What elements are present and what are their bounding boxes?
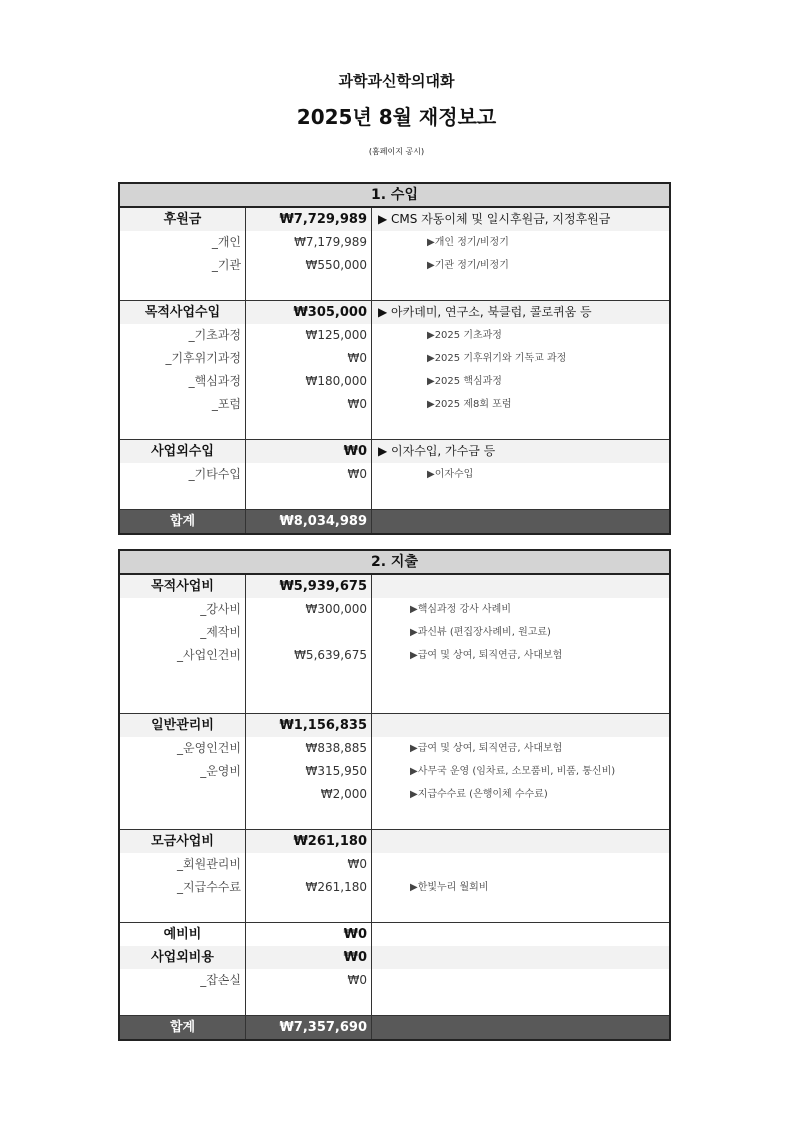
row-amount: ₩5,639,675 — [246, 644, 372, 667]
table-row — [120, 644, 669, 667]
row-description: ▶사무국 운영 (임차료, 소모품비, 비품, 통신비) — [410, 766, 616, 777]
spacer-row — [120, 690, 669, 713]
group-label: 사업외수입 — [120, 440, 246, 463]
expense-group-nonoperating — [120, 946, 669, 969]
table-row — [120, 969, 669, 992]
table-row — [120, 231, 669, 254]
table-row — [120, 783, 669, 806]
table-row — [120, 324, 669, 347]
row-label: _운영비 — [120, 760, 246, 783]
table-row — [120, 760, 669, 783]
table-row — [120, 254, 669, 277]
group-label: 일반관리비 — [120, 714, 246, 737]
organization-name: 과학과신학의대화 — [338, 72, 455, 90]
spacer-row — [120, 992, 669, 1015]
table-row — [120, 347, 669, 370]
row-amount — [246, 621, 372, 644]
group-label: 사업외비용 — [120, 946, 246, 969]
spacer-row — [120, 416, 669, 439]
row-label: _핵심과정 — [120, 370, 246, 393]
row-amount: ₩550,000 — [246, 254, 372, 277]
row-description: ▶기관 정기/비정기 — [427, 260, 509, 271]
row-label: _기타수입 — [120, 463, 246, 486]
group-amount: ₩5,939,675 — [246, 575, 372, 598]
table-row — [120, 598, 669, 621]
group-description: ▶ 아카데미, 연구소, 북클럽, 콜로퀴움 등 — [378, 305, 592, 319]
row-description: ▶한빛누리 월회비 — [410, 882, 489, 893]
group-amount: ₩0 — [246, 440, 372, 463]
row-amount: ₩315,950 — [246, 760, 372, 783]
income-table-title: 1. 수입 — [120, 184, 669, 208]
row-amount: ₩0 — [246, 853, 372, 876]
group-amount: ₩1,156,835 — [246, 714, 372, 737]
table-row — [120, 853, 669, 876]
spacer-row — [120, 277, 669, 300]
income-group-donations — [120, 208, 669, 231]
row-description: ▶개인 정기/비정기 — [427, 237, 509, 248]
row-amount: ₩300,000 — [246, 598, 372, 621]
row-amount: ₩125,000 — [246, 324, 372, 347]
row-description: ▶2025 기후위기와 기독교 과정 — [427, 353, 567, 364]
income-group-program — [120, 300, 669, 324]
spacer-row — [120, 806, 669, 829]
row-label: _회원관리비 — [120, 853, 246, 876]
row-label: _기후위기과정 — [120, 347, 246, 370]
row-description: ▶과신뷰 (편집장사례비, 원고료) — [410, 627, 551, 638]
row-amount: ₩0 — [246, 969, 372, 992]
group-label: 후원금 — [120, 208, 246, 231]
table-row — [120, 393, 669, 416]
row-amount: ₩838,885 — [246, 737, 372, 760]
report-title: 2025년 8월 재정보고 — [296, 105, 497, 129]
row-description: ▶핵심과정 강사 사례비 — [410, 604, 511, 615]
row-description: ▶급여 및 상여, 퇴직연금, 사대보험 — [410, 650, 563, 661]
group-amount: ₩0 — [246, 923, 372, 946]
income-group-nonoperating — [120, 439, 669, 463]
row-description: ▶급여 및 상여, 퇴직연금, 사대보험 — [410, 743, 563, 754]
table-row — [120, 621, 669, 644]
row-label: _사업인건비 — [120, 644, 246, 667]
row-amount: ₩0 — [246, 463, 372, 486]
income-table — [118, 182, 671, 535]
row-label — [120, 783, 246, 806]
row-label: _지급수수료 — [120, 876, 246, 899]
total-label: 합계 — [120, 1016, 246, 1039]
row-label: _운영인건비 — [120, 737, 246, 760]
row-label: _강사비 — [120, 598, 246, 621]
row-amount: ₩0 — [246, 393, 372, 416]
expense-group-program — [120, 575, 669, 598]
total-amount: ₩7,357,690 — [246, 1016, 372, 1039]
expense-group-general — [120, 713, 669, 737]
row-label: _제작비 — [120, 621, 246, 644]
row-description: ▶이자수입 — [427, 469, 474, 480]
report-note: (홈페이지 공시) — [368, 147, 425, 156]
group-description: ▶ CMS 자동이체 및 일시후원금, 지정후원금 — [378, 212, 611, 226]
spacer-row — [120, 486, 669, 509]
row-description: ▶2025 제8회 포럼 — [427, 399, 512, 410]
row-description — [372, 853, 669, 876]
expense-group-fundraising — [120, 829, 669, 853]
group-label: 모금사업비 — [120, 830, 246, 853]
group-amount: ₩261,180 — [246, 830, 372, 853]
total-amount: ₩8,034,989 — [246, 510, 372, 533]
total-label: 합계 — [120, 510, 246, 533]
group-amount: ₩305,000 — [246, 301, 372, 324]
expense-table-title: 2. 지출 — [120, 551, 669, 575]
group-label: 목적사업비 — [120, 575, 246, 598]
row-label: _포럼 — [120, 393, 246, 416]
expense-group-reserve — [120, 922, 669, 946]
row-amount: ₩2,000 — [246, 783, 372, 806]
row-amount: ₩7,179,989 — [246, 231, 372, 254]
row-label: _개인 — [120, 231, 246, 254]
table-row — [120, 463, 669, 486]
row-label: _기관 — [120, 254, 246, 277]
group-amount: ₩0 — [246, 946, 372, 969]
group-label: 목적사업수입 — [120, 301, 246, 324]
spacer-row — [120, 899, 669, 922]
row-label: _잡손실 — [120, 969, 246, 992]
group-label: 예비비 — [120, 923, 246, 946]
row-label: _기초과정 — [120, 324, 246, 347]
expense-total-row — [120, 1015, 669, 1039]
table-row — [120, 737, 669, 760]
spacer-row — [120, 667, 669, 690]
table-row — [120, 370, 669, 393]
income-total-row — [120, 509, 669, 533]
expense-table — [118, 549, 671, 1041]
row-description: ▶2025 핵심과정 — [427, 376, 502, 387]
group-amount: ₩7,729,989 — [246, 208, 372, 231]
row-description: ▶2025 기초과정 — [427, 330, 502, 341]
table-row — [120, 876, 669, 899]
group-description: ▶ 이자수입, 가수금 등 — [378, 444, 496, 458]
row-amount: ₩180,000 — [246, 370, 372, 393]
row-description: ▶지급수수료 (은행이체 수수료) — [410, 789, 548, 800]
row-amount: ₩261,180 — [246, 876, 372, 899]
row-amount: ₩0 — [246, 347, 372, 370]
